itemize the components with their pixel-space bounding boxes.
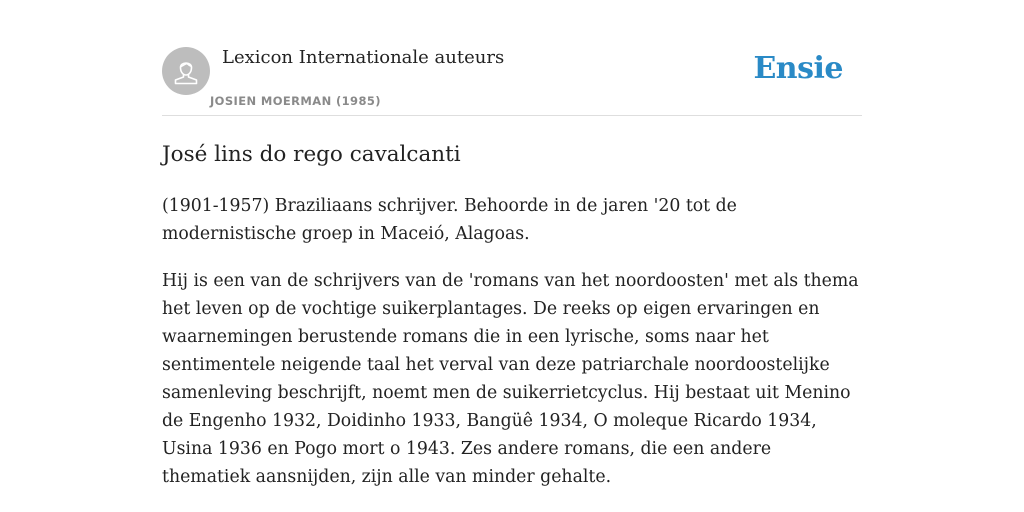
ensie-logo[interactable]: Ensie — [753, 51, 843, 86]
paragraph-intro: (1901-1957) Braziliaans schrijver. Behoorde in de jaren '20 tot de modernistische groep in Maceió, Alagoas. — [162, 196, 737, 244]
article-header — [162, 0, 862, 116]
book-title[interactable]: Lexicon Internationale auteurs — [222, 47, 505, 68]
paragraph-main: Hij is een van de schrijvers van de 'romans van het noordoosten' met als thema het leven op de vochtige suikerplantages. De reeks op eigen ervaringen en waarnemingen berustende romans die in een lyrische, soms naar het sentimentele neigende taal het verval van deze patriarchale noordoostelijke samenleving beschrijft, noemt men de suikerrietcyclus. Hij bestaat uit Menino de Engenho 1932, Doidinho 1933, Bangüê 1934, O moleque Ricardo 1934, Usina 1936 en Pogo mort o 1943. Zes andere romans, die een andere thematiek aansnijden, zijn alle van minder gehalte. — [162, 271, 859, 487]
author-avatar — [162, 47, 210, 95]
article-card — [162, 0, 862, 512]
author-name[interactable]: JOSIEN MOERMAN (1985) — [210, 94, 381, 108]
article-body — [162, 192, 862, 510]
lemma-title: José lins do rego cavalcanti — [162, 142, 461, 167]
user-placeholder-icon — [162, 47, 210, 95]
